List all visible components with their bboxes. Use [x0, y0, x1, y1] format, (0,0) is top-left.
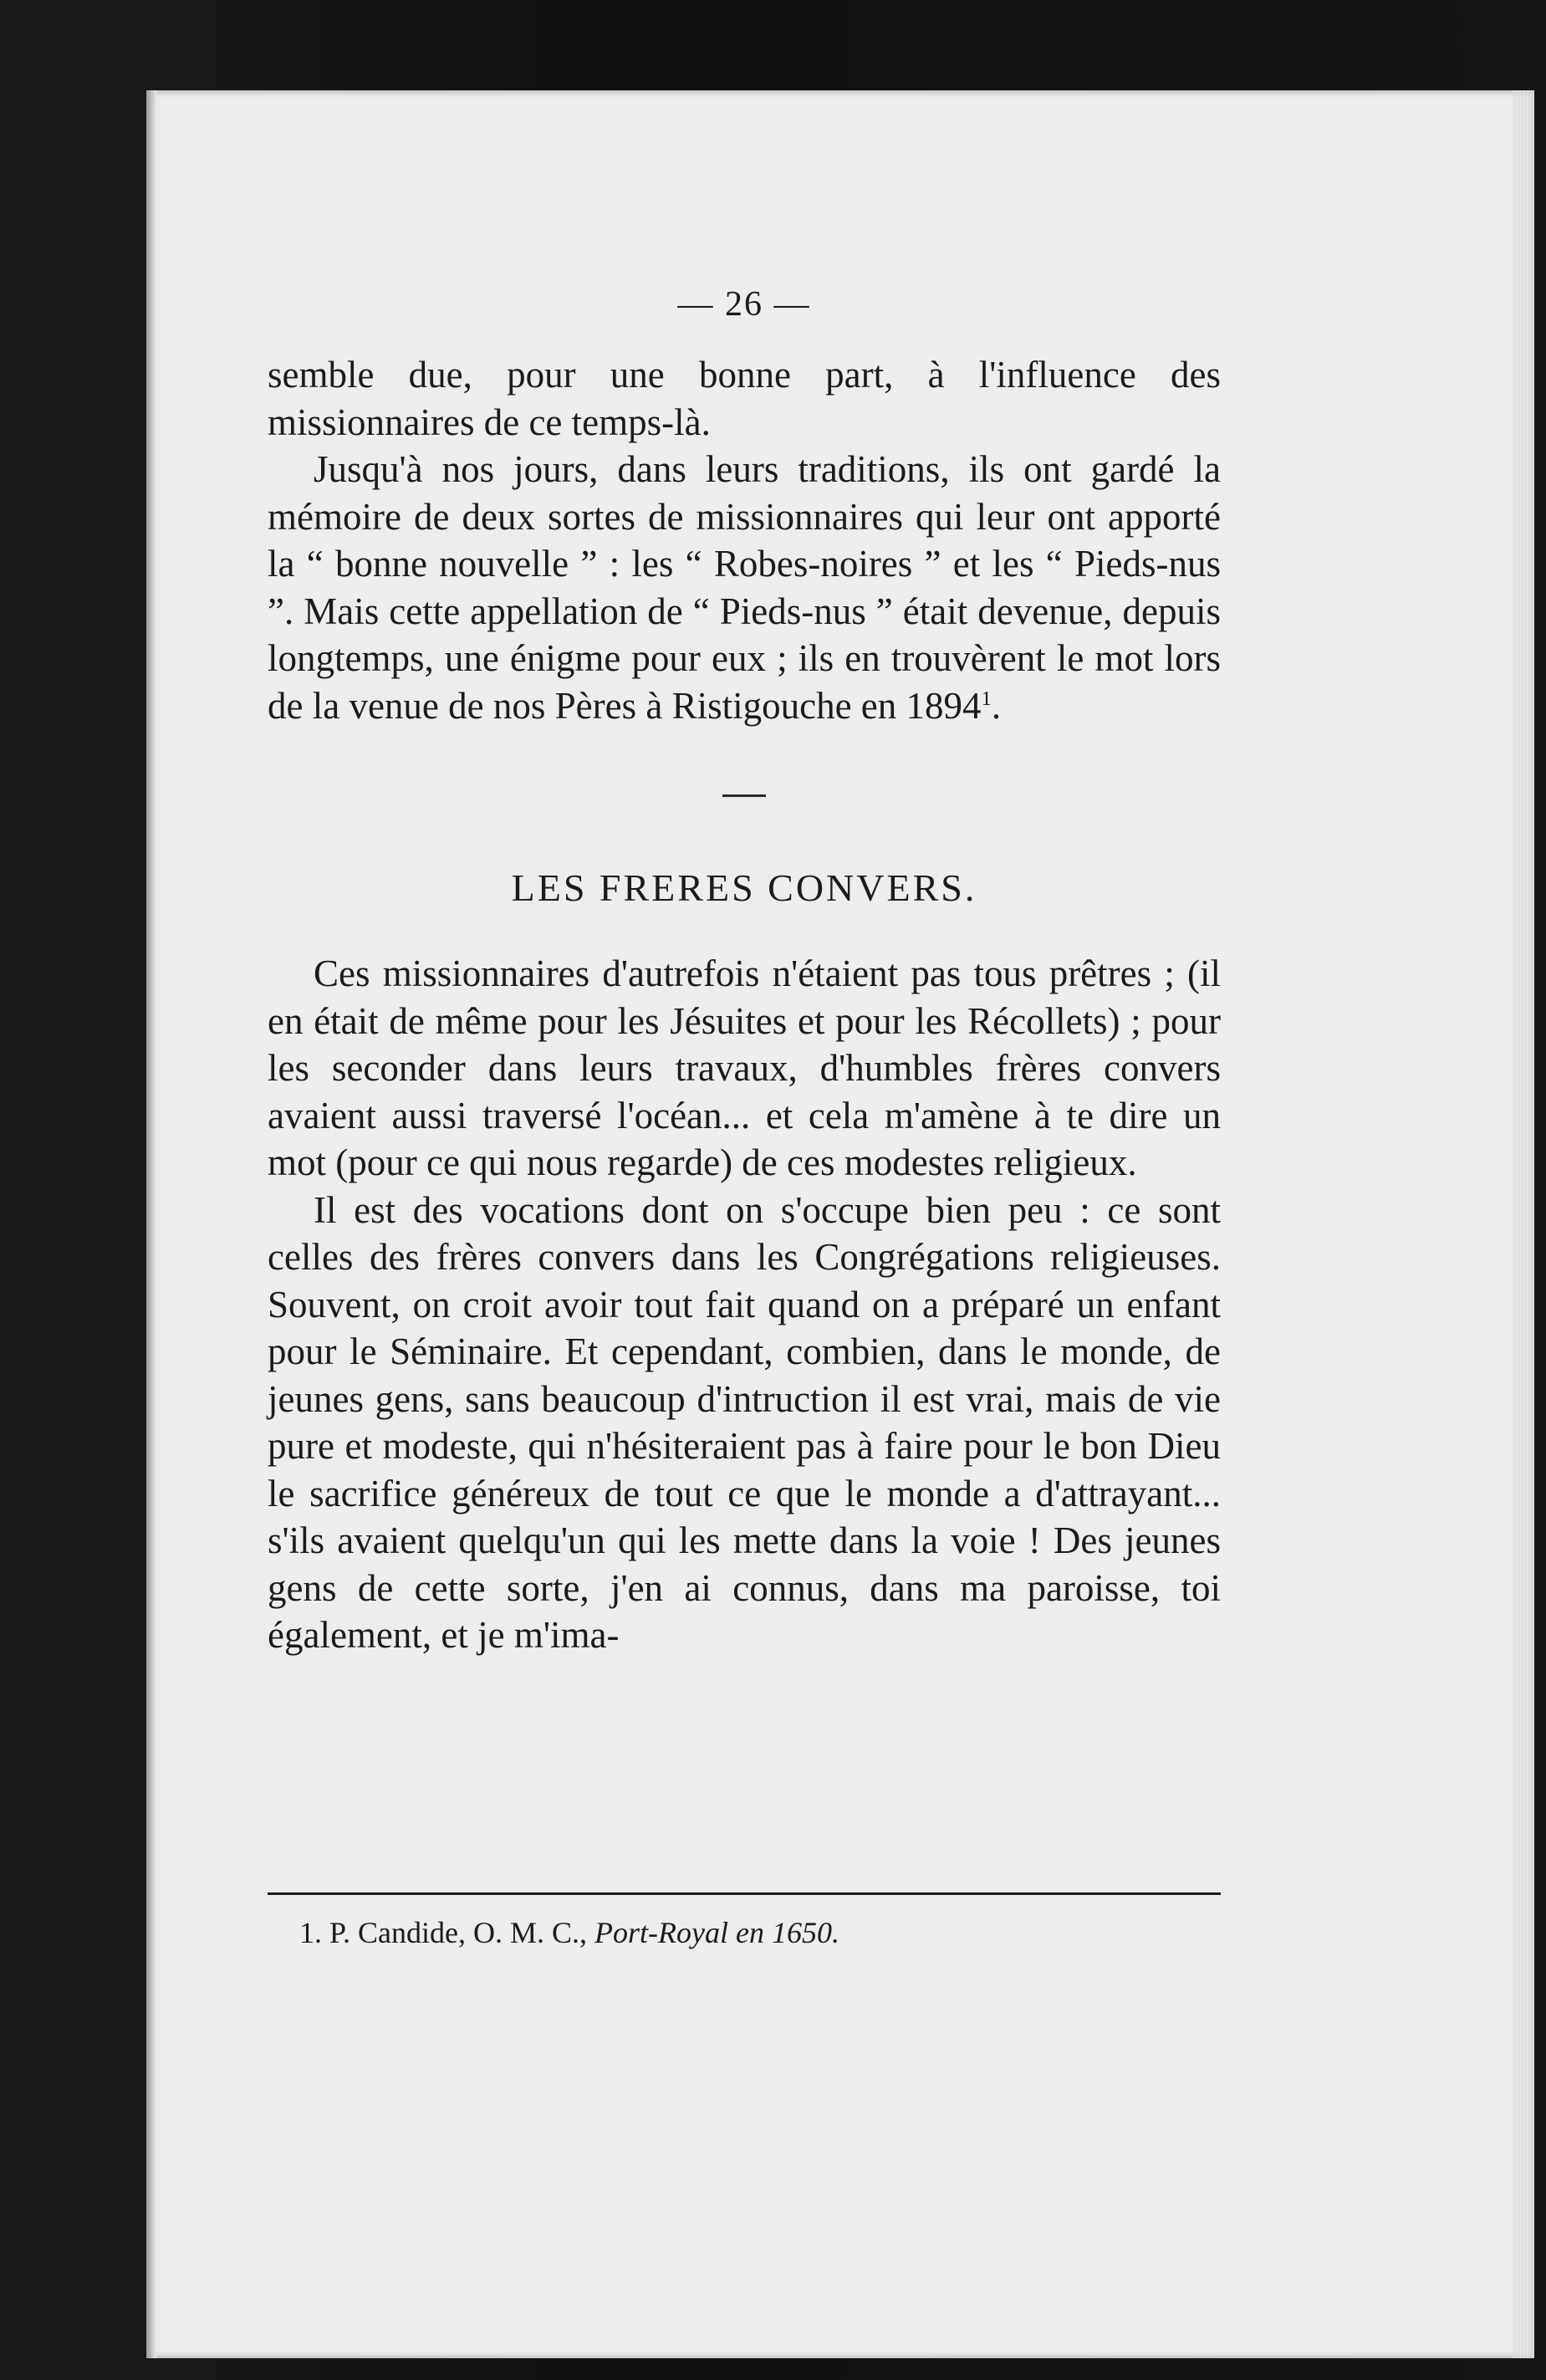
- footnote-text: P. Candide, O. M. C.,: [329, 1916, 588, 1949]
- paragraph-2-text: Jusqu'à nos jours, dans leurs traditions, ils ont gardé la mémoire de deux sortes de missionnaires qui leur ont apporté la “ bonne nouvelle ” : les “ Robes-noires ” et les “ Pieds-nus ”. Mais cette appellation de “ Pieds-nus ” était devenue, depuis longtemps, une énigme pour eux ; ils en trouvèrent le mot lors de la venue de nos Pères à Ristigouche en 1894: [268, 448, 1221, 727]
- paragraph-4: Il est des vocations dont on s'occupe bien peu : ce sont celles des frères convers dans les Congrégations religieuses. Souvent, on croit avoir tout fait quand on a préparé un enfant pour le Séminaire. Et cependant, combien, dans le monde, de jeunes gens, sans beaucoup d'intruction il est vrai, mais de vie pure et modeste, qui n'hésiteraient pas à faire pour le bon Dieu le sacrifice généreux de tout ce que le monde a d'attrayant... s'ils avaient quelqu'un qui les mette dans la voie ! Des jeunes gens de cette sorte, j'en ai connus, dans ma paroisse, toi également, et je m'ima-: [268, 1188, 1221, 1656]
- page-number: — 26 —: [677, 285, 811, 324]
- section-heading: LES FRERES CONVERS.: [511, 866, 977, 909]
- paragraph-2: [268, 446, 1221, 729]
- paragraph-2-end: .: [991, 684, 1002, 727]
- footnote-reference[interactable]: 1: [981, 687, 992, 710]
- footnote-number: 1.: [299, 1916, 322, 1949]
- footnote-divider: [268, 1892, 1221, 1895]
- section-divider: [722, 794, 766, 797]
- page-binding-shadow: [146, 90, 156, 2358]
- paragraph-1: semble due, pour une bonne part, à l'influence des missionnaires de ce temps-là.: [268, 354, 1221, 443]
- page-text-block: [268, 209, 1221, 1659]
- page-fore-edge: [1513, 90, 1534, 2358]
- footnote-title: Port-Royal en 1650.: [594, 1916, 839, 1949]
- paragraph-3: Ces missionnaires d'autrefois n'étaient pas tous prêtres ; (il en était de même pour les Jésuites et pour les Récollets) ; pour les seconder dans leurs travaux, d'humbles frères convers avaient aussi traversé l'océan... et cela m'amène à te dire un mot (pour ce qui nous regarde) de ces modestes religieux.: [268, 953, 1221, 1183]
- footnote: [299, 1915, 839, 1950]
